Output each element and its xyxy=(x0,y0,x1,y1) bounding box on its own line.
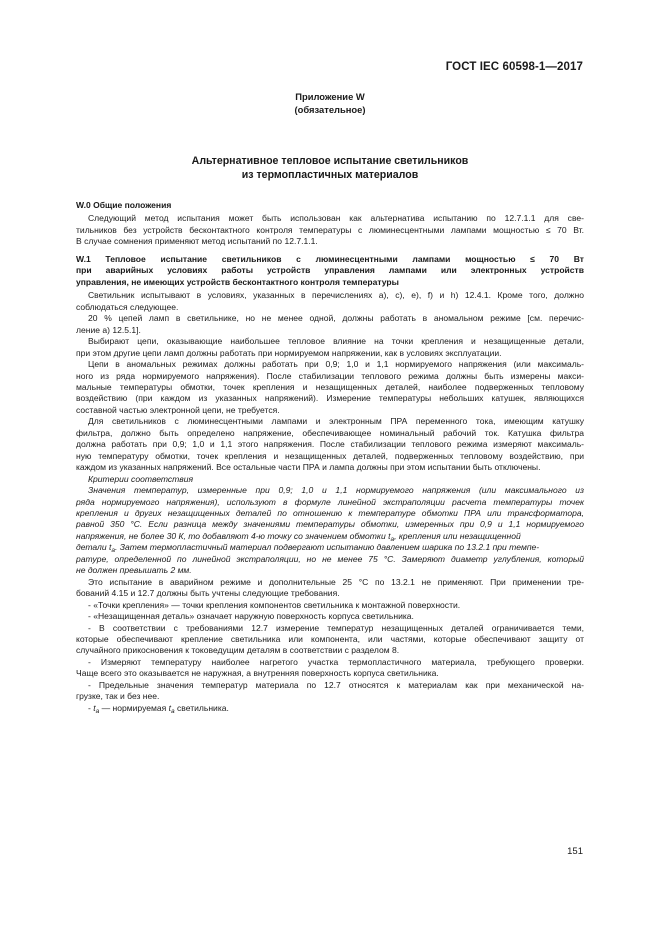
text-line: должна работать при 0,9; 1,0 и 1,1 этого напряжения. После стабилизации теплового режима измеряют максималь- xyxy=(76,439,584,450)
criteria-line: ратуре, определенной по линейной экстраполяции, но не менее 75 °С. Замеряют диаметр углубления, который xyxy=(76,553,584,564)
criteria-line: детали $t_a$. Затем термопластичный материал подвергают испытанию давлением шарика по 13.2.1 при темпе- xyxy=(76,542,540,555)
criteria-heading: Критерии соответствия xyxy=(88,473,194,484)
annex-label: Приложение W xyxy=(295,91,365,102)
last-list-item: - $t_a$ — нормируемая $t_a$ светильника. xyxy=(88,702,229,715)
text-line: воздействию (при каждом из указанных напряжений). Измерение температуры небольших катушек, являющихся xyxy=(76,393,584,404)
criteria-body xyxy=(76,485,584,577)
document-code-header: ГОСТ IEC 60598-1—2017 xyxy=(445,61,583,73)
text-line: - «Незащищенная деталь» означает наружную поверхность корпуса светильника. xyxy=(88,611,414,622)
annex-title xyxy=(76,155,584,182)
section-w1-body xyxy=(76,290,584,473)
section-w0-heading: W.0 Общие положения xyxy=(76,200,172,210)
text-line: В случае сомнения применяют метод испытаний по 12.7.1.1. xyxy=(76,236,318,247)
criteria-line: равной 350 °С. Если разница между значениями температуры обмотки, измеренных при 0,9 и 1,1 нормируемого xyxy=(76,519,584,530)
annex-title-line-2: из термопластичных материалов xyxy=(241,168,419,181)
text-line: соблюдаться следующее. xyxy=(76,301,179,312)
requirements-body xyxy=(76,577,584,703)
text-line: ного из ряда нормируемого напряжения). После стабилизации теплового режима должны быть измерены макси- xyxy=(76,370,584,381)
text-line: Для светильников с люминесцентными лампами и электронным ПРА переменного тока, имеющим катушку xyxy=(88,416,584,427)
heading-line: управления, не имеющих устройств бесконтактного контроля температуры xyxy=(76,276,399,287)
text-line: каждом из указанных напряжений. Все остальные части ПРА и лампа должны при этом испытании быть отключены. xyxy=(76,462,541,473)
text-line: Это испытание в аварийном режиме и дополнительные 25 °С по 13.2.1 не применяют. При применении тре- xyxy=(88,576,584,587)
text-line: 20 % цепей ламп в светильнике, но не менее одной, должны работать в аномальном режиме [см. перечис- xyxy=(88,313,584,324)
text-line: ление а) 12.5.1]. xyxy=(76,324,141,335)
text-line: Чаще всего это оказывается не наружная, а внутренняя поверхность корпуса светильника. xyxy=(76,668,439,679)
subscript-a: a xyxy=(390,535,395,543)
annex-label-block xyxy=(76,91,584,116)
heading-line: при аварийных условиях работы устройств управления лампами или электронных устройств xyxy=(76,265,584,276)
text-line: ную температуру обмотки, точек крепления и незащищенных деталей, подверженных тепловому воздействию, при xyxy=(76,450,584,461)
section-w0-paragraph xyxy=(76,213,584,247)
subscript-a: a xyxy=(111,547,116,555)
text-line: грузке, так и без нее. xyxy=(76,691,160,702)
criteria-line: крепления и других незащищенных деталей по отношению к температуре обмотки ПРА или трансформатора, xyxy=(76,507,584,518)
annex-status: (обязательное) xyxy=(294,103,366,115)
text-line: фильтра, должно быть определено напряжение, обеспечивающее номинальный рабочий ток. Катушка фильтра xyxy=(76,427,584,438)
text-line: Цепи в аномальных режимах должны работать при 0,9; 1,0 и 1,1 нормируемого напряжения (или максималь- xyxy=(88,359,584,370)
text-line: мальные температуры обмотки, точек крепления и незащищенных деталей, наиболее подверженных тепловому xyxy=(76,381,584,392)
criteria-line: Значения температур, измеренные при 0,9; 1,0 и 1,1 нормируемого напряжения (или максимального из xyxy=(88,485,584,496)
criteria-line xyxy=(76,531,584,542)
text-line: случайного прикосновения к токоведущим деталям в соответствии с разделом 8. xyxy=(76,645,400,656)
text-line: Следующий метод испытания может быть использован как альтернатива испытанию по 12.7.1.1 для све- xyxy=(88,213,584,224)
criteria-line: не должен превышать 2 мм. xyxy=(76,565,192,576)
section-w1-heading xyxy=(76,254,584,288)
annex-title-line-1: Альтернативное тепловое испытание светильников xyxy=(191,155,469,167)
heading-line: W.1 Тепловое испытание светильников с люминесцентными лампами мощностью ≤ 70 Вт xyxy=(76,254,584,264)
text-line: Выбирают цепи, оказывающие наибольшее тепловое влияние на точки крепления и незащищенные детали, xyxy=(88,336,584,347)
criteria-line-part: напряжения, не более 30 К, то добавляют 4-ю точку со значением обмотки $t_a$, крепления или незащищенной xyxy=(76,530,521,543)
text-line: Светильник испытывают в условиях, указанных в перечислениях а), с), е), f) и h) 12.4.1. Кроме того, должно xyxy=(88,290,584,301)
text-line: при этом другие цепи ламп должны работать при нормируемом напряжении, как в условиях эксплуатации. xyxy=(76,347,502,358)
text-line: которые обеспечивают крепление светильника или компонента, или частями, которые обеспечивают защиту от xyxy=(76,633,584,644)
section-w0 xyxy=(76,196,584,248)
text-line: - «Точки крепления» — точки крепления компонентов светильника к монтажной поверхности. xyxy=(88,599,461,610)
text-line: бований 4.15 и 12.7 должны быть учтены следующие требования. xyxy=(76,588,340,599)
criteria-line: ряда нормируемого напряжения), используют в формуле линейной экстраполяции расчета температуры точек xyxy=(76,496,584,507)
text-line: - Измеряют температуру наиболее нагретого участка термопластичного материала, требующего проверки. xyxy=(88,656,584,667)
page-number: 151 xyxy=(567,846,583,857)
text-line: - Предельные значения температур материала по 12.7 относятся к материалам как при механической на- xyxy=(88,679,584,690)
section-w1 xyxy=(76,254,584,714)
text-line: тильников без устройств бесконтактного контроля температуры с люминесцентными лампами мощностью ≤ 70 Вт. xyxy=(76,224,584,235)
text-line: - В соответствии с требованиями 12.7 измерение температур незащищенных деталей ограничивается теми, xyxy=(88,622,584,633)
text-line: составной частью электронной цепи, не требуется. xyxy=(76,404,280,415)
